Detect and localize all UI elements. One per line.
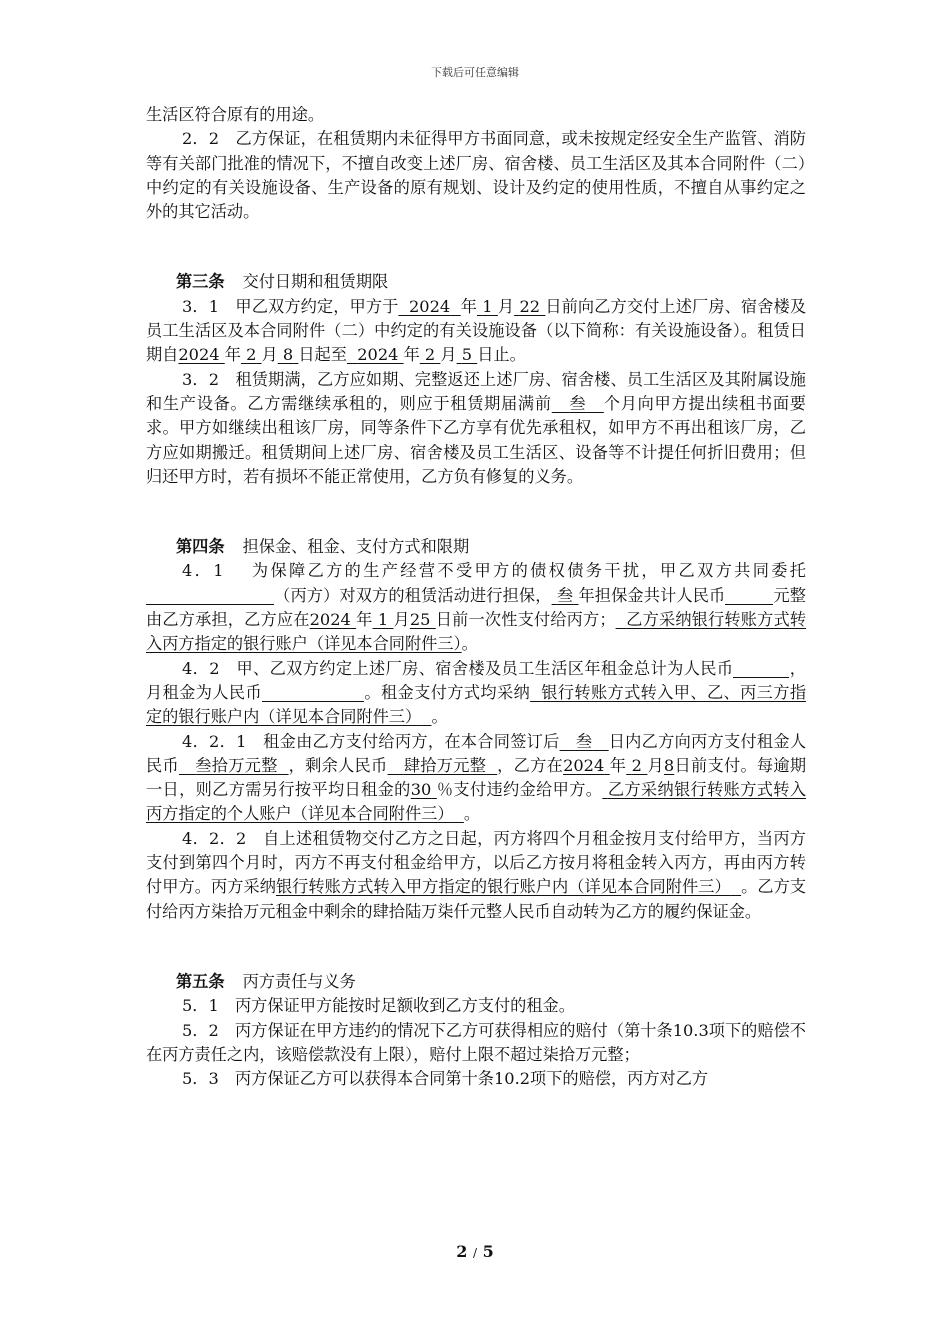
page-separator: / — [472, 1246, 478, 1260]
article-3-title: 第三条 — [176, 272, 225, 292]
clause-4-1: 4．1 为保障乙方的生产经营不受甲方的债权债务干扰，甲乙双方共同委托（丙方）对双方的租赁活动进行担保， 叁 年担保金共计人民币 元整由乙方承担，乙方应在2024 年 1 月25 日前一次性支付给丙方； 乙方采纳银行转账方式转入丙方指定的银行账户（详见本合同附件三）。 — [146, 561, 807, 654]
article-4-heading — [146, 535, 806, 559]
clause-5-2: 5．2 丙方保证在甲方违约的情况下乙方可获得相应的赔付（第十条10.3项下的赔偿不在丙方责任之内，该赔偿款没有上限），赔付上限不超过柒拾万元整； — [146, 1020, 806, 1064]
article-5-heading — [146, 970, 806, 994]
article-4-subtitle: 担保金、租金、支付方式和限期 — [242, 537, 470, 557]
article-5-title: 第五条 — [176, 971, 225, 991]
article-4-title: 第四条 — [176, 537, 225, 557]
clause-3-1: 3．1 甲乙双方约定，甲方于 2024 年 1 月 22 日前向乙方交付上述厂房、宿舍楼及员工生活区及本合同附件（二）中约定的有关设施设备（以下简称：有关设施设备）。租赁日期自2024 年 2 月 8 日起至 2024 年 2 月 5 日止。 — [146, 296, 807, 365]
article-3-subtitle: 交付日期和租赁期限 — [242, 272, 389, 292]
page-total: 5 — [482, 1242, 494, 1261]
paragraph-continuation: 生活区符合原有的用途。 — [146, 105, 325, 124]
page-current: 2 — [456, 1242, 468, 1261]
page-number — [0, 1242, 950, 1261]
article-5-subtitle: 丙方责任与义务 — [242, 971, 356, 991]
clause-3-2: 3．2 租赁期满，乙方应如期、完整返还上述厂房、宿舍楼、员工生活区及其附属设施和生产设备。乙方需继续承租的，则应于租赁期届满前 叁 个月向甲方提出续租书面要求。甲方如继续出租该厂房，同等条件下乙方享有优先承租权，如甲方不再出租该厂房，乙方应如期搬迁。租赁期间上述厂房、宿舍楼及员工生活区、设备等不计提任何折旧费用；但归还甲方时，若有损坏不能正常使用，乙方负有修复的义务。 — [146, 369, 806, 486]
page-header: 下载后可任意编辑 — [431, 66, 519, 79]
article-3-heading — [146, 270, 806, 294]
clause-4-2-1: 4．2．1 租金由乙方支付给丙方，在本合同签订后 叁 日内乙方向丙方支付租金人民币 叁拾万元整 ，剩余人民币 肆拾万元整 ，乙方在2024 年 2 月8日前支付。每逾期一日，则乙方需另行按平均日租金的30 ％支付违约金给甲方。 乙方采纳银行转账方式转入丙方指定的个人账户（详见本合同附件三） 。 — [146, 731, 807, 824]
clause-5-1: 5．1 丙方保证甲方能按时足额收到乙方支付的租金。 — [182, 996, 575, 1016]
document-body — [146, 103, 806, 1091]
clause-4-2-2: 4．2．2 自上述租赁物交付乙方之日起，丙方将四个月租金按月支付给甲方，当丙方支付到第四个月时，丙方不再支付租金给甲方，以后乙方按月将租金转入丙方，再由丙方转付甲方。丙方采纳银行转账方式转入甲方指定的银行账户内（详见本合同附件三） 。乙方支付给丙方柒拾万元租金中剩余的肆拾陆万柒仟元整人民币自动转为乙方的履约保证金。 — [146, 828, 807, 921]
clause-4-2: 4．2 甲、乙双方约定上述厂房、宿舍楼及员工生活区年租金总计为人民币 ，月租金为人民币 。租金支付方式均采纳 银行转账方式转入甲、乙、丙三方指定的银行账户内（详见本合同附件三） 。 — [146, 658, 807, 727]
clause-5-3: 5．3 丙方保证乙方可以获得本合同第十条10.2项下的赔偿，丙方对乙方 — [182, 1069, 709, 1089]
clause-2-2: 2．2 乙方保证，在租赁期内未征得甲方书面同意，或未按规定经安全生产监管、消防等有关部门批准的情况下，不擅自改变上述厂房、宿舍楼、员工生活区及其本合同附件（二）中约定的有关设施设备、生产设备的原有规划、设计及约定的使用性质，不擅自从事约定之外的其它活动。 — [146, 129, 806, 222]
